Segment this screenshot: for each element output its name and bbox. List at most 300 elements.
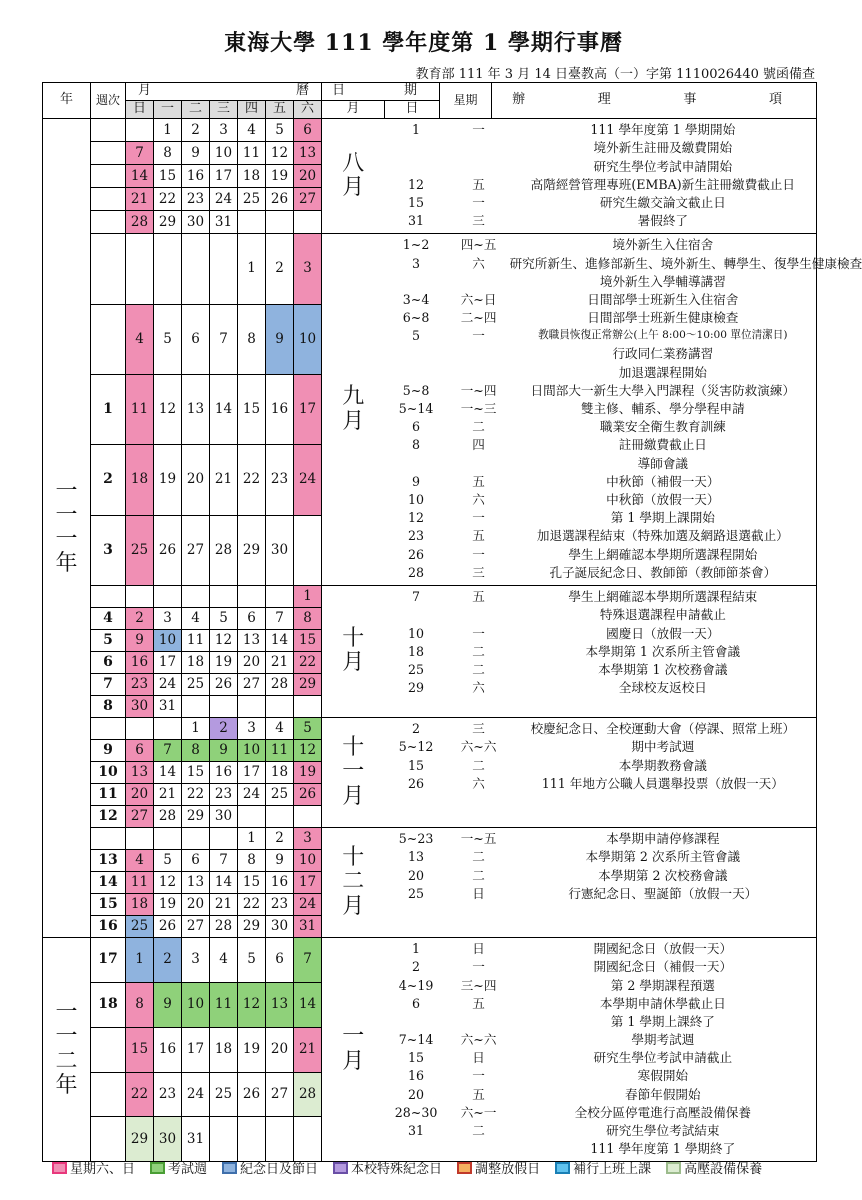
week-number <box>91 119 126 142</box>
calendar-week-row <box>43 234 817 304</box>
header-items-char: 辦 <box>512 92 526 108</box>
calendar-day: 2 <box>126 607 154 629</box>
event-item <box>385 327 817 345</box>
calendar-day: 31 <box>182 1117 210 1162</box>
month-char: 月 <box>342 408 365 434</box>
calendar-day: 22 <box>182 783 210 805</box>
calendar-day: 22 <box>294 651 322 673</box>
event-text: 校慶紀念日、全校運動大會（停課、照常上班） <box>530 721 796 737</box>
month-char: 月 <box>342 783 365 809</box>
event-item <box>385 1049 817 1067</box>
month-char: 月 <box>342 1048 365 1074</box>
calendar-day: 1 <box>294 585 322 607</box>
calendar-day: 17 <box>294 871 322 893</box>
week-number <box>91 1027 126 1072</box>
calendar-day: 27 <box>294 188 322 211</box>
year-char: 一 <box>55 1000 78 1026</box>
calendar-day: 27 <box>182 515 210 585</box>
event-weekday: 六~六 <box>460 1032 497 1048</box>
event-text: 加退選課程結束（特殊加選及網路退選截止） <box>536 528 789 544</box>
week-number: 9 <box>91 739 126 761</box>
week-number: 16 <box>91 915 126 937</box>
event-date: 5~12 <box>398 739 434 755</box>
calendar-day: 28 <box>126 211 154 234</box>
event-date: 3 <box>412 255 421 271</box>
event-weekday: 二~四 <box>460 310 497 326</box>
calendar-day: 17 <box>294 374 322 444</box>
event-date: 1 <box>412 122 421 138</box>
calendar-day: 22 <box>126 1072 154 1117</box>
week-number <box>91 717 126 739</box>
event-text: 本學期教務會議 <box>618 757 707 773</box>
event-item <box>385 363 817 381</box>
calendar-day: 23 <box>154 1072 182 1117</box>
week-number <box>91 165 126 188</box>
event-date: 6 <box>412 995 421 1011</box>
calendar-day: 3 <box>210 119 238 142</box>
calendar-day: 12 <box>154 871 182 893</box>
calendar-day <box>294 211 322 234</box>
event-weekday: 一 <box>472 510 485 526</box>
header-month-sub: 月 <box>322 101 385 119</box>
event-weekday: 六 <box>472 775 485 791</box>
calendar-day <box>154 234 182 304</box>
calendar-day: 1 <box>182 717 210 739</box>
event-item <box>385 976 817 994</box>
event-weekday: 四~五 <box>460 237 497 253</box>
event-weekday: 一~三 <box>460 401 497 417</box>
event-date: 20 <box>408 867 425 883</box>
calendar-day: 5 <box>154 849 182 871</box>
legend-label: 考試週 <box>168 1162 208 1177</box>
week-number: 7 <box>91 673 126 695</box>
event-date: 12 <box>408 510 425 526</box>
calendar-day <box>126 827 154 849</box>
calendar-day: 14 <box>210 871 238 893</box>
event-item <box>385 157 817 175</box>
calendar-week-row <box>43 717 817 739</box>
event-text: 期中考試週 <box>631 739 695 755</box>
week-number: 11 <box>91 783 126 805</box>
event-item <box>385 606 817 624</box>
calendar-day: 5 <box>266 119 294 142</box>
event-text: 本學期第 2 次校務會議 <box>598 867 728 883</box>
year-cell <box>43 119 91 938</box>
event-item <box>385 1031 817 1049</box>
event-text: 日間部大一新生大學入門課程（災害防救演練） <box>530 382 796 398</box>
month-char: 十 <box>342 626 365 652</box>
calendar-day <box>266 585 294 607</box>
calendar-day: 6 <box>238 607 266 629</box>
event-date: 25 <box>408 661 425 677</box>
calendar-day: 26 <box>266 188 294 211</box>
calendar-day: 22 <box>154 188 182 211</box>
calendar-day: 16 <box>154 1027 182 1072</box>
calendar-day <box>126 234 154 304</box>
calendar-day: 14 <box>154 761 182 783</box>
event-list <box>385 937 817 1161</box>
event-weekday: 一 <box>472 328 485 344</box>
event-text: 第 2 學期課程預選 <box>610 977 715 993</box>
calendar-day: 29 <box>238 915 266 937</box>
event-item <box>385 121 817 139</box>
calendar-day <box>210 695 238 717</box>
event-list <box>385 234 862 586</box>
calendar-day: 18 <box>266 761 294 783</box>
event-date: 15 <box>408 194 425 210</box>
event-text: 開國紀念日（補假一天） <box>593 959 733 975</box>
calendar-day: 2 <box>266 827 294 849</box>
calendar-day: 6 <box>294 119 322 142</box>
event-text: 本學期第 2 次系所主管會議 <box>585 849 741 865</box>
calendar-day <box>210 585 238 607</box>
calendar-day: 30 <box>210 805 238 827</box>
week-number: 18 <box>91 982 126 1027</box>
event-date: 2 <box>412 959 421 975</box>
event-item <box>385 940 817 958</box>
calendar-day: 7 <box>266 607 294 629</box>
header-date-label: 日 <box>332 83 346 99</box>
event-weekday: 五 <box>472 528 485 544</box>
month-char: 十 <box>342 845 365 871</box>
calendar-day: 26 <box>294 783 322 805</box>
calendar-day <box>210 827 238 849</box>
header-period-label: 期 <box>404 83 418 99</box>
event-text: 日間部學士班新生入住宿舍 <box>587 291 739 307</box>
calendar-day: 25 <box>182 673 210 695</box>
calendar-day: 3 <box>294 827 322 849</box>
year-char: 一 <box>55 526 78 552</box>
event-weekday: 二 <box>472 849 485 865</box>
calendar-day: 8 <box>182 739 210 761</box>
calendar-day: 26 <box>154 515 182 585</box>
calendar-day: 8 <box>238 849 266 871</box>
calendar-day: 15 <box>238 871 266 893</box>
event-weekday: 六~六 <box>460 739 497 755</box>
event-date: 28 <box>408 564 425 580</box>
calendar-day: 8 <box>238 304 266 374</box>
calendar-day: 19 <box>294 761 322 783</box>
header-year: 年 <box>43 83 91 119</box>
calendar-day: 23 <box>182 188 210 211</box>
event-text: 學生上網確認本學期所選課程結束 <box>568 589 758 605</box>
calendar-day <box>238 695 266 717</box>
legend-label: 紀念日及節日 <box>240 1162 319 1177</box>
event-text: 中秋節（補假一天） <box>606 473 720 489</box>
calendar-day: 16 <box>266 374 294 444</box>
dow-header: 六 <box>294 101 322 119</box>
calendar-day: 21 <box>210 445 238 515</box>
calendar-day: 31 <box>210 211 238 234</box>
calendar-day: 25 <box>126 915 154 937</box>
event-text: 職業安全衛生教育訓練 <box>599 419 726 435</box>
event-item <box>385 436 817 454</box>
calendar-day: 29 <box>182 805 210 827</box>
calendar-day: 19 <box>238 1027 266 1072</box>
calendar-day <box>238 585 266 607</box>
legend-swatch <box>457 1162 472 1174</box>
year-char: 一 <box>55 1024 78 1050</box>
header-day-sub: 日 <box>385 101 440 119</box>
event-weekday: 一 <box>472 625 485 641</box>
event-item <box>385 679 817 697</box>
year-char: 年 <box>55 1072 78 1098</box>
calendar-day: 12 <box>266 142 294 165</box>
calendar-day: 11 <box>182 629 210 651</box>
calendar-day: 20 <box>266 1027 294 1072</box>
calendar-day: 12 <box>294 739 322 761</box>
event-weekday: 一 <box>472 1068 485 1084</box>
event-date: 8 <box>412 437 421 453</box>
month-name <box>322 717 385 827</box>
dow-header: 二 <box>182 101 210 119</box>
event-weekday: 五 <box>472 1086 485 1102</box>
month-char: 月 <box>342 650 365 676</box>
calendar-day <box>294 695 322 717</box>
month-char: 八 <box>342 150 365 176</box>
calendar-day: 15 <box>294 629 322 651</box>
event-weekday: 五 <box>472 176 485 192</box>
event-text: 本學期申請休學截止日 <box>599 995 726 1011</box>
calendar-day: 15 <box>154 165 182 188</box>
calendar-day: 21 <box>294 1027 322 1072</box>
event-date: 7 <box>412 589 421 605</box>
event-text: 暑假終了 <box>637 213 688 229</box>
event-date: 1 <box>412 941 421 957</box>
event-date: 15 <box>408 1050 425 1066</box>
event-text: 日間部學士班新生健康檢查 <box>587 310 739 326</box>
event-text: 研究生學位考試結束 <box>606 1123 720 1138</box>
calendar-day: 20 <box>238 651 266 673</box>
calendar-day: 11 <box>238 142 266 165</box>
calendar-day: 18 <box>210 1027 238 1072</box>
calendar-day: 9 <box>210 739 238 761</box>
calendar-day: 13 <box>182 374 210 444</box>
legend-swatch <box>222 1162 237 1174</box>
event-text: 國慶日（放假一天） <box>606 625 720 641</box>
calendar-day: 13 <box>182 871 210 893</box>
calendar-week-row <box>43 937 817 982</box>
calendar-day: 15 <box>126 1027 154 1072</box>
calendar-day: 17 <box>182 1027 210 1072</box>
week-number: 10 <box>91 761 126 783</box>
calendar-day: 24 <box>182 1072 210 1117</box>
week-number <box>91 142 126 165</box>
calendar-day: 3 <box>154 607 182 629</box>
event-text: 學生上網確認本學期所選課程開始 <box>568 546 758 562</box>
calendar-day: 10 <box>182 982 210 1027</box>
event-item <box>385 1013 817 1031</box>
calendar-day: 25 <box>210 1072 238 1117</box>
calendar-day: 6 <box>126 739 154 761</box>
event-date: 3~4 <box>402 291 430 307</box>
legend-item <box>666 1158 762 1177</box>
event-weekday: 五 <box>472 995 485 1011</box>
approval-note: 教育部 111 年 3 月 14 日臺教高（一）字第 1110026440 號函備查 <box>415 67 815 82</box>
event-item <box>385 564 817 582</box>
calendar-day: 22 <box>238 893 266 915</box>
event-weekday: 二 <box>472 1123 485 1138</box>
event-item <box>385 273 817 291</box>
event-text: 111 學年度第 1 學期開始 <box>590 122 736 138</box>
calendar-day: 28 <box>266 673 294 695</box>
calendar-day <box>182 585 210 607</box>
week-number: 3 <box>91 515 126 585</box>
calendar-day: 28 <box>294 1072 322 1117</box>
year-cell <box>43 937 91 1161</box>
dow-header: 五 <box>266 101 294 119</box>
week-number <box>91 234 126 304</box>
event-text: 全校分區停電進行高壓設備保養 <box>574 1104 751 1120</box>
calendar-day: 24 <box>210 188 238 211</box>
year-char: 一 <box>55 478 78 504</box>
event-text: 春節年假開始 <box>625 1086 701 1102</box>
calendar-day: 19 <box>266 165 294 188</box>
event-date: 26 <box>408 775 425 791</box>
event-weekday: 一~五 <box>460 831 497 847</box>
month-name <box>322 827 385 937</box>
event-item <box>385 588 817 606</box>
calendar-day: 14 <box>210 374 238 444</box>
legend-swatch <box>52 1162 67 1174</box>
calendar-day <box>266 1117 294 1162</box>
event-item <box>385 212 817 230</box>
calendar-day <box>266 211 294 234</box>
calendar-day <box>266 695 294 717</box>
calendar-day: 5 <box>294 717 322 739</box>
calendar-day: 4 <box>266 717 294 739</box>
month-name <box>322 234 385 586</box>
month-char: 月 <box>342 893 365 919</box>
event-date: 16 <box>408 1068 425 1084</box>
month-char: 十 <box>342 735 365 761</box>
event-text: 研究生學位考試申請開始 <box>593 158 733 174</box>
event-date: 23 <box>408 528 425 544</box>
calendar-day: 24 <box>238 783 266 805</box>
event-text: 第 1 學期上課開始 <box>610 510 715 526</box>
calendar-day <box>238 805 266 827</box>
header-week: 週次 <box>91 83 126 119</box>
calendar-day: 30 <box>182 211 210 234</box>
event-text: 導師會議 <box>637 455 688 471</box>
calendar-day: 29 <box>238 515 266 585</box>
event-date: 31 <box>408 1123 425 1138</box>
event-text: 行憲紀念日、聖誕節（放假一天） <box>568 885 758 901</box>
calendar-day: 26 <box>238 1072 266 1117</box>
calendar-day: 26 <box>210 673 238 695</box>
event-weekday: 日 <box>472 941 485 957</box>
event-item <box>385 1085 817 1103</box>
calendar-day: 11 <box>126 871 154 893</box>
event-text: 111 學年度第 1 學期終了 <box>590 1141 736 1157</box>
legend-item <box>457 1158 540 1177</box>
dow-header: 日 <box>126 101 154 119</box>
calendar-day: 7 <box>210 304 238 374</box>
event-weekday: 二 <box>472 419 485 435</box>
week-number: 6 <box>91 651 126 673</box>
event-date: 31 <box>408 213 425 229</box>
legend-item <box>333 1158 442 1177</box>
calendar-day: 10 <box>294 304 322 374</box>
event-text: 高階經營管理專班(EMBA)新生註冊繳費截止日 <box>530 176 795 192</box>
header-items-char: 項 <box>769 92 783 108</box>
event-item <box>385 643 817 661</box>
calendar-day: 4 <box>210 937 238 982</box>
page-title: 東海大學 111 學年度第 1 學期行事曆 <box>224 30 623 56</box>
event-text: 特殊退選課程申請截止 <box>599 607 726 623</box>
calendar-day: 28 <box>210 915 238 937</box>
event-weekday: 六 <box>472 680 485 696</box>
calendar-day <box>182 827 210 849</box>
calendar-day: 3 <box>238 717 266 739</box>
calendar-day: 10 <box>210 142 238 165</box>
event-text: 111 年地方公職人員選舉投票（放假一天） <box>541 775 784 791</box>
calendar-day: 9 <box>266 304 294 374</box>
calendar-day <box>294 515 322 585</box>
legend <box>52 1158 777 1177</box>
event-date: 13 <box>408 849 425 865</box>
calendar-day: 11 <box>266 739 294 761</box>
calendar-day: 12 <box>210 629 238 651</box>
calendar-day: 10 <box>154 629 182 651</box>
calendar-day: 8 <box>126 982 154 1027</box>
dow-header: 一 <box>154 101 182 119</box>
event-item <box>385 291 817 309</box>
month-char: 九 <box>342 384 365 410</box>
event-list <box>385 119 817 234</box>
week-number: 1 <box>91 374 126 444</box>
calendar-day: 20 <box>182 893 210 915</box>
calendar-day: 30 <box>154 1117 182 1162</box>
calendar-day: 19 <box>154 893 182 915</box>
calendar-day: 2 <box>210 717 238 739</box>
calendar-day <box>154 717 182 739</box>
event-text: 教職員恢復正常辦公(上午 8:00～10:00 單位清潔日) <box>538 329 788 342</box>
event-item <box>385 624 817 642</box>
calendar-day: 3 <box>294 234 322 304</box>
calendar-day: 21 <box>266 651 294 673</box>
event-text: 第 1 學期上課終了 <box>610 1013 715 1029</box>
event-text: 研究生學位考試申請截止 <box>593 1050 733 1066</box>
week-number <box>91 211 126 234</box>
event-weekday: 三~四 <box>460 977 497 993</box>
week-number: 12 <box>91 805 126 827</box>
event-date: 5~8 <box>402 382 430 398</box>
calendar-day: 12 <box>238 982 266 1027</box>
event-weekday: 四 <box>472 437 485 453</box>
event-text: 行政同仁業務講習 <box>612 346 714 362</box>
event-item <box>385 885 817 903</box>
event-item <box>385 345 817 363</box>
calendar-day: 5 <box>238 937 266 982</box>
calendar-day: 15 <box>182 761 210 783</box>
calendar-week-row <box>43 585 817 607</box>
calendar-day: 14 <box>294 982 322 1027</box>
calendar-day: 14 <box>266 629 294 651</box>
event-text: 孔子誕辰紀念日、教師節（教師節茶會） <box>549 564 777 580</box>
legend-label: 星期六、日 <box>70 1162 136 1177</box>
week-number: 17 <box>91 937 126 982</box>
calendar-day: 6 <box>182 304 210 374</box>
header-date <box>322 83 440 101</box>
event-weekday: 二 <box>472 643 485 659</box>
event-item <box>385 545 817 563</box>
calendar-day: 1 <box>126 937 154 982</box>
calendar-day: 17 <box>154 651 182 673</box>
calendar-day: 4 <box>126 849 154 871</box>
event-date: 4~19 <box>398 977 434 993</box>
calendar-day: 28 <box>210 515 238 585</box>
